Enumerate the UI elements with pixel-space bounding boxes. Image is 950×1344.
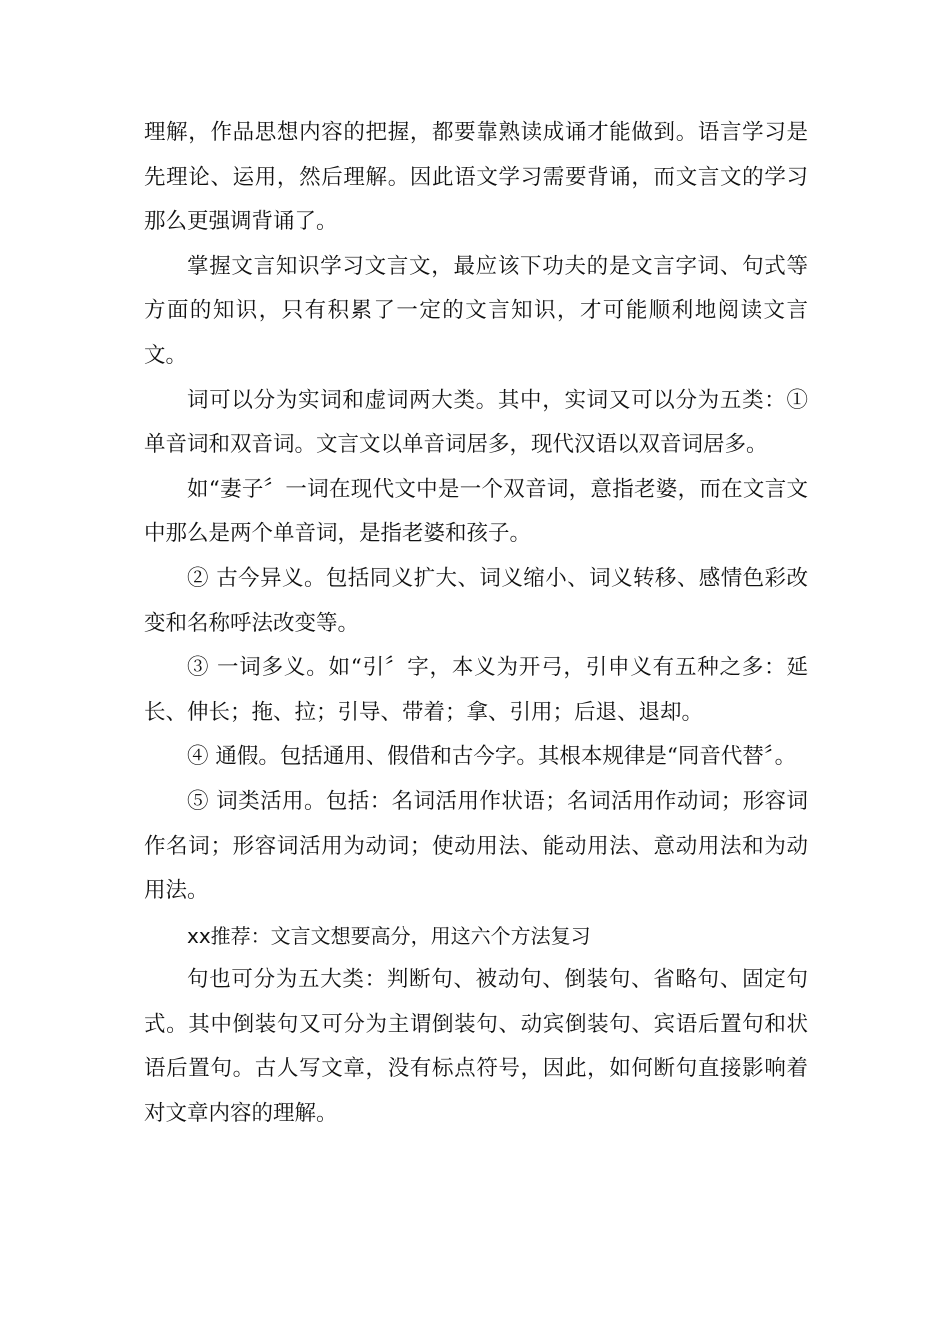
paragraph-example-wife: 如“妻子〞一词在现代文中是一个双音词，意指老婆，而在文言文中那么是两个单音词，是指老婆和孩子。 bbox=[144, 476, 808, 547]
paragraph-word-categories: 词可以分为实词和虚词两大类。其中，实词又可以分为五类：①单音词和双音词。文言文以单音词居多，现代汉语以双音词居多。 bbox=[144, 387, 808, 458]
paragraph-item-4: ④ 通假。包括通用、假借和古今字。其根本规律是“同音代替〞。 bbox=[187, 744, 797, 770]
paragraph-recommendation: xx推荐：文言文想要高分，用这六个方法复习 bbox=[187, 923, 591, 948]
paragraph-classical-knowledge: 掌握文言知识学习文言文，最应该下功夫的是文言字词、句式等方面的知识，只有积累了一定的文言知识，才可能顺利地阅读文言文。 bbox=[144, 253, 808, 368]
paragraph-sentence-types: 句也可分为五大类：判断句、被动句、倒装句、省略句、固定句式。其中倒装句又可分为主谓倒装句、动宾倒装句、宾语后置句和状语后置句。古人写文章，没有标点符号，因此，如何断句直接影响着对文章内容的理解。 bbox=[144, 967, 808, 1127]
document-page bbox=[144, 111, 808, 1137]
paragraph-item-5: ⑤ 词类活用。包括：名词活用作状语；名词活用作动词；形容词作名词；形容词活用为动词；使动用法、能动用法、意动用法和为动用法。 bbox=[144, 788, 808, 904]
paragraph-continuation: 理解，作品思想内容的把握，都要靠熟读成诵才能做到。语言学习是先理论、运用，然后理解。因此语文学习需要背诵，而文言文的学习那么更强调背诵了。 bbox=[144, 120, 808, 235]
paragraph-item-2: ② 古今异义。包括同义扩大、词义缩小、词义转移、感情色彩改变和名称呼法改变等。 bbox=[144, 565, 808, 636]
paragraph-item-3: ③ 一词多义。如“引〞字，本义为开弓，引申义有五种之多：延长、伸长；拖、拉；引导、带着；拿、引用；后退、退却。 bbox=[144, 655, 808, 725]
